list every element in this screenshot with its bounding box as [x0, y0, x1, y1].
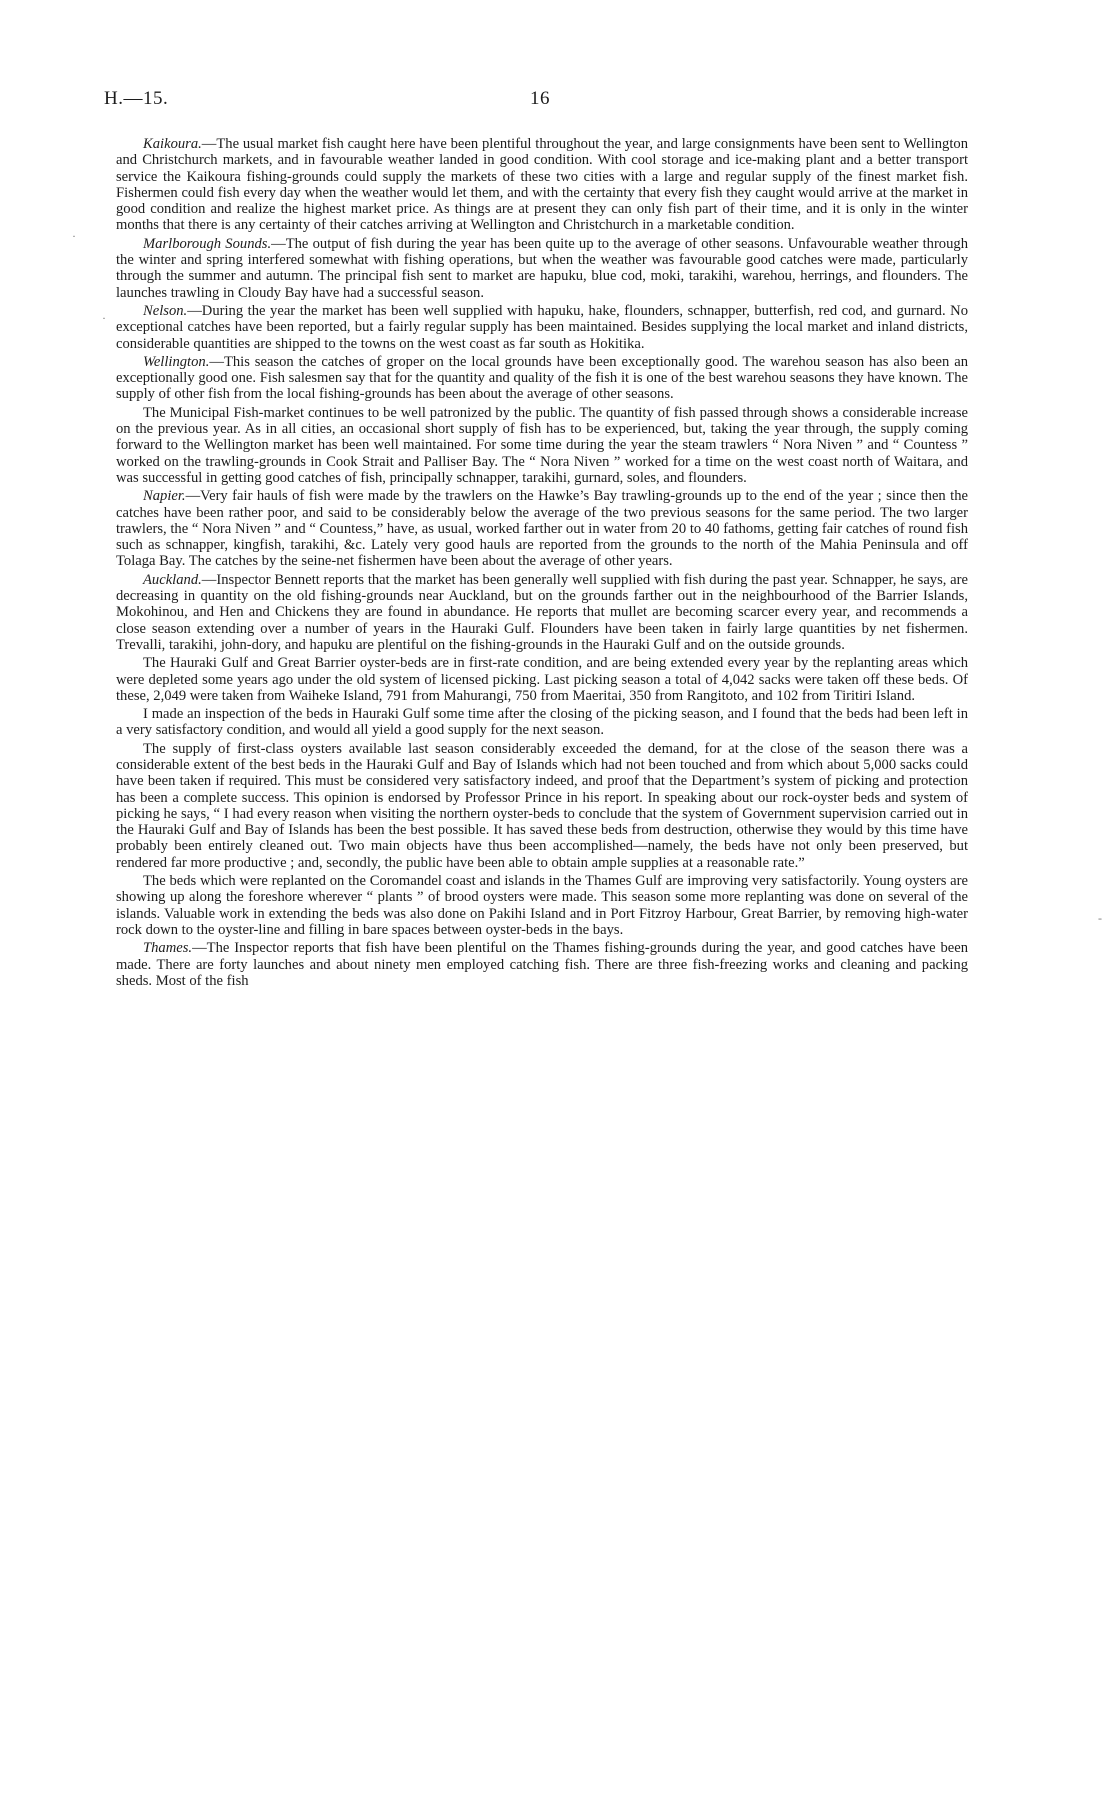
place-heading: Wellington. — [143, 353, 210, 370]
paragraph-municipal-market — [116, 405, 968, 486]
place-heading: Nelson. — [143, 302, 188, 319]
place-heading: Kaikoura. — [143, 136, 202, 152]
paragraph-thames — [116, 940, 968, 989]
paragraph-text: The supply of first-class oysters available last season considerably exceeded the demand, for at the close of the season there was a considerable extent of the best beds in the Hauraki Gulf and Bay of Islands which had not been touched and from which about 5,000 sacks could have been taken if required. This must be considered very satisfactory indeed, and proof that the Department’s system of picking and protection has been a complete success. This opinion is endorsed by Professor Prince in his report. In speaking about our rock-oyster beds and system of picking he says, “ I had every reason when visiting the northern oyster-beds to conclude that the system of Government supervision carried out in the Hauraki Gulf and Bay of Islands has been the best possible. It has saved these beds from destruction, otherwise they would by this time have probably been entirely cleaned out. Two main objects have thus been accomplished—namely, the beds have not only been preserved, but rendered far more productive ; and, secondly, the public have been able to obtain ample supplies at a reasonable rate.” — [116, 740, 968, 871]
margin-speck: · — [102, 311, 106, 325]
margin-speck: · — [72, 229, 76, 243]
paragraph-oyster-supply — [116, 741, 968, 871]
paragraph-wellington — [116, 354, 968, 403]
paragraph-text: —The usual market fish caught here have been plentiful throughout the year, and large consignments have been sent to Wellington and Christchurch markets, and in favourable weather landed in good condition. With cool storage and ice-making plant and a better transport service the Kaikoura fishing-grounds could supply the markets of these two cities with a large and regular supply of the finest market fish. Fishermen could fish every day when the weather would let them, and with the certainty that every fish they caught would arrive at the market in good condition and realize the highest market price. As things are at present they can only fish part of their time, and it is only in the winter months that there is any certainty of their catches arriving at Wellington and Christchurch in a marketable condition. — [116, 136, 968, 234]
paragraph-napier — [116, 488, 968, 569]
paragraph-text: —During the year the market has been well supplied with hapuku, hake, flounders, schnapper, butterfish, red cod, and gurnard. No exceptional catches have been reported, but a fairly regular supply has been maintained. Besides supplying the local market and inland districts, considerable quantities are shipped to the towns on the west coast as far south as Hokitika. — [116, 302, 968, 352]
paragraph-replanted-beds — [116, 873, 968, 938]
document-code: H.—15. — [104, 88, 169, 109]
paragraph-nelson — [116, 303, 968, 352]
body-text — [116, 136, 968, 989]
paragraph-text: The Hauraki Gulf and Great Barrier oyster-beds are in first-rate condition, and are being extended every year by the replanting areas which were depleted some years ago under the old system of licensed picking. Last picking season a total of 4,042 sacks were taken off these beds. Of these, 2,049 were taken from Waiheke Island, 791 from Mahurangi, 750 from Maeritai, 350 from Rangitoto, and 102 from Tiritiri Island. — [116, 655, 968, 704]
paragraph-text: —This season the catches of groper on the local grounds have been exceptionally good. The warehou season has also been an exceptionally good one. Fish salesmen say that for the quantity and quality of the fish it is one of the best warehou seasons they have known. The supply of other fish from the local fishing-grounds has been about the average of other seasons. — [116, 353, 968, 403]
paragraph-text: The Municipal Fish-market continues to be well patronized by the public. The quantity of fish passed through shows a considerable increase on the previous year. As in all cities, an occasional short supply of fish has to be experienced, but, taking the year through, the supply coming forward to the Wellington market has been well maintained. For some time during the year the steam trawlers “ Nora Niven ” and “ Countess ” worked on the trawling-grounds in Cook Strait and Palliser Bay. The “ Nora Niven ” worked for a time on the west coast north of Waitara, and was successful in getting good catches of fish, principally schnapper, tarakihi, gurnard, soles, and flounders. — [116, 404, 968, 486]
margin-speck: - — [1098, 911, 1102, 925]
paragraph-kaikoura — [116, 136, 968, 234]
paragraph-text: —The output of fish during the year has been quite up to the average of other seasons. Unfavourable weather through the winter and spring interfered somewhat with fishing operations, but when the weather was favourable good catches were made, particularly through the summer and autumn. The principal fish sent to market are hapuku, blue cod, moki, tarakihi, warehou, herrings, and flounders. The launches trawling in Cloudy Bay have had a successful season. — [116, 235, 968, 301]
paragraph-oyster-beds — [116, 655, 968, 704]
paragraph-text: —Very fair hauls of fish were made by the trawlers on the Hawke’s Bay trawling-grounds up to the end of the year ; since then the catches have been rather poor, and said to be considerably below the average of the two previous seasons for the same period. The two larger trawlers, the “ Nora Niven ” and “ Countess,” have, as usual, worked farther out in water from 20 to 40 fathoms, getting fair catches of round fish such as schnapper, kingfish, tarakihi, &c. Lately very good hauls are reported from the grounds to the north of the Mahia Peninsula and off Tolaga Bay. The catches by the seine-net fishermen have been about the average of other years. — [116, 488, 968, 570]
paragraph-text: —The Inspector reports that fish have been plentiful on the Thames fishing-grounds during the year, and good catches have been made. There are forty launches and about ninety men employed catching fish. There are three fish-freezing works and cleaning and packing sheds. Most of the fish — [116, 940, 968, 989]
paragraph-text: —Inspector Bennett reports that the market has been generally well supplied with fish during the past year. Schnapper, he says, are decreasing in quantity on the old fishing-grounds near Auckland, but on the grounds farther out in the neighbourhood of the Barrier Islands, Mokohinou, and Hen and Chickens they are found in abundance. He reports that mullet are becoming scarcer every year, and recommends a close season extending over a number of years in the Hauraki Gulf. Flounders have been taken in fairly large quantities by net fishermen. Trevalli, tarakihi, john-dory, and hapuku are plentiful on the fishing-grounds in the Hauraki Gulf and on the outside grounds. — [116, 571, 968, 653]
page-number: 16 — [530, 88, 550, 109]
place-heading: Napier. — [143, 488, 186, 505]
place-heading: Auckland. — [143, 571, 202, 588]
paragraph-marlborough — [116, 236, 968, 301]
paragraph-inspection — [116, 706, 968, 739]
place-heading: Marlborough Sounds. — [143, 235, 272, 252]
place-heading: Thames. — [143, 940, 193, 957]
page-header — [104, 88, 1004, 118]
paragraph-auckland — [116, 572, 968, 653]
paragraph-text: I made an inspection of the beds in Hauraki Gulf some time after the closing of the picking season, and I found that the beds had been left in a very satisfactory condition, and would all yield a good supply for the next season. — [116, 706, 968, 739]
paragraph-text: The beds which were replanted on the Coromandel coast and islands in the Thames Gulf are improving very satisfactorily. Young oysters are showing up along the foreshore wherever “ plants ” of brood oysters were made. This season some more replanting was done on several of the islands. Valuable work in extending the beds was also done on Pakihi Island and in Port Fitzroy Harbour, Great Barrier, by removing high-water rock down to the oyster-line and filling in bare spaces between oyster-beds in the bays. — [116, 873, 968, 938]
